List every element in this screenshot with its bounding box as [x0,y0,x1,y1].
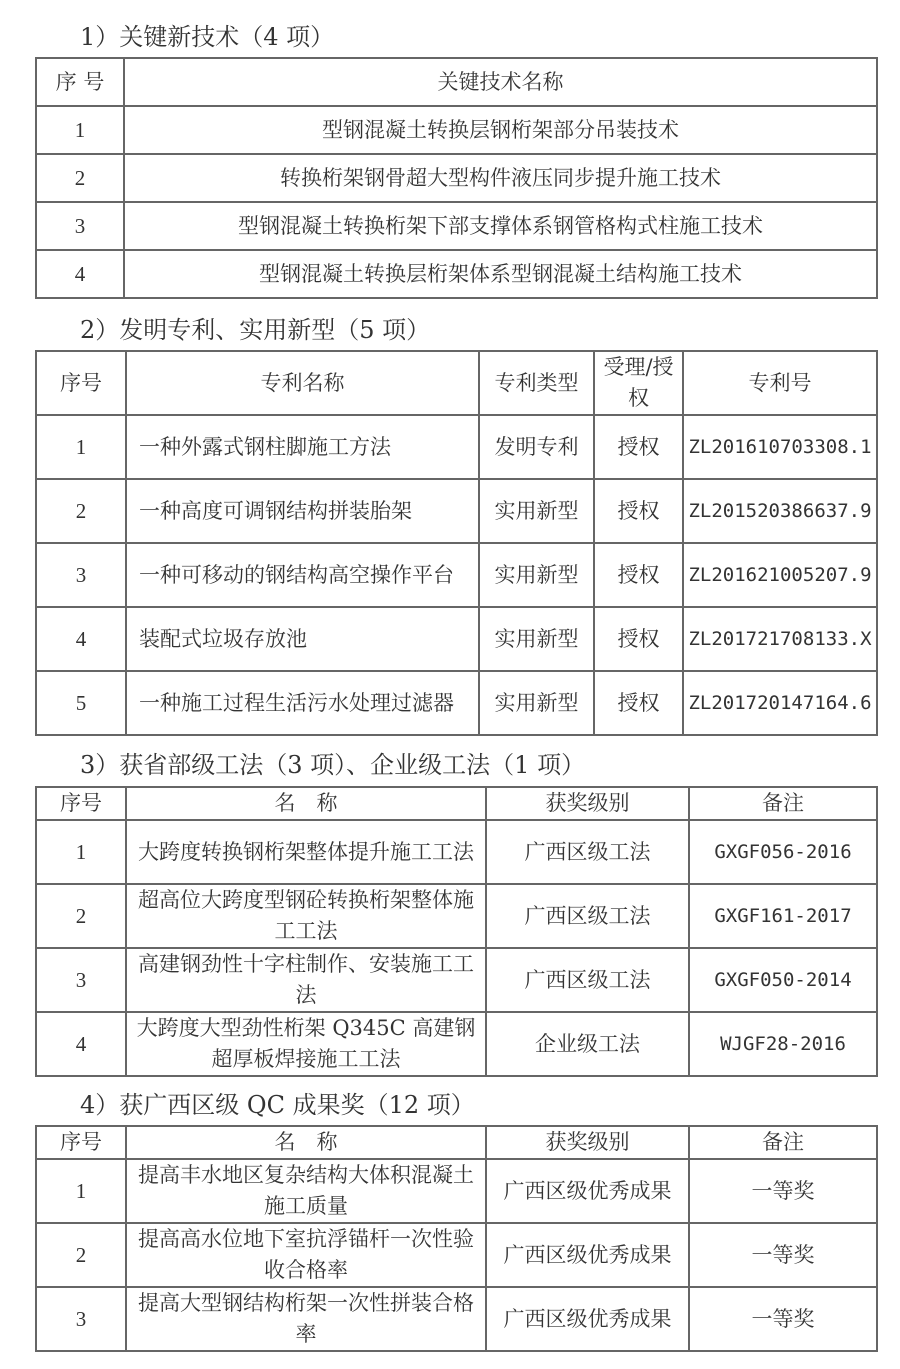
header-cell: 名 称 [126,1126,486,1159]
remark: GXGF050-2014 [689,948,877,1012]
technology-name: 型钢混凝土转换桁架下部支撑体系钢管格构式柱施工技术 [124,202,877,250]
award-level: 广西区级工法 [486,884,689,948]
row-number: 3 [36,202,124,250]
row-number: 1 [36,820,126,884]
method-name: 超高位大跨度型钢砼转换桁架整体施工工法 [126,884,486,948]
header-cell: 备注 [689,787,877,820]
patent-status: 授权 [594,543,683,607]
table-row [36,479,877,543]
row-number: 3 [36,543,126,607]
award-level: 广西区级优秀成果 [486,1287,689,1351]
row-number: 1 [36,106,124,154]
table-row [36,820,877,884]
remark: 一等奖 [689,1159,877,1223]
table-header-row [36,58,877,106]
patent-status: 授权 [594,479,683,543]
table-row [36,1159,877,1223]
section-title-patents: 2）发明专利、实用新型（5 项） [80,316,431,344]
method-name: 大跨度转换钢桁架整体提升施工工法 [126,820,486,884]
table-row [36,106,877,154]
qc-name: 提高丰水地区复杂结构大体积混凝土施工质量 [126,1159,486,1223]
header-cell: 专利名称 [126,351,479,415]
patent-name: 一种施工过程生活污水处理过滤器 [126,671,479,735]
patent-number: ZL201520386637.9 [683,479,877,543]
section-title-qc-awards: 4）获广西区级 QC 成果奖（12 项） [80,1091,475,1119]
row-number: 2 [36,884,126,948]
method-name: 大跨度大型劲性桁架 Q345C 高建钢超厚板焊接施工工法 [126,1012,486,1076]
table-header-row [36,787,877,820]
table-row [36,1287,877,1351]
technology-name: 转换桁架钢骨超大型构件液压同步提升施工技术 [124,154,877,202]
table-row [36,671,877,735]
header-cell: 备注 [689,1126,877,1159]
header-cell: 序号 [36,1126,126,1159]
row-number: 4 [36,607,126,671]
header-cell: 名 称 [126,787,486,820]
header-cell: 序 号 [36,58,124,106]
row-number: 2 [36,479,126,543]
table-row [36,1012,877,1076]
row-number: 4 [36,250,124,298]
row-number: 1 [36,1159,126,1223]
row-number: 2 [36,1223,126,1287]
patent-number: ZL201720147164.6 [683,671,877,735]
table-header-row [36,1126,877,1159]
remark: 一等奖 [689,1287,877,1351]
header-cell: 序号 [36,787,126,820]
patent-status: 授权 [594,607,683,671]
row-number: 5 [36,671,126,735]
row-number: 3 [36,948,126,1012]
award-level: 广西区级工法 [486,948,689,1012]
award-level: 广西区级优秀成果 [486,1223,689,1287]
patent-status: 授权 [594,671,683,735]
row-number: 4 [36,1012,126,1076]
award-level: 企业级工法 [486,1012,689,1076]
table-row [36,250,877,298]
remark: 一等奖 [689,1223,877,1287]
patent-number: ZL201721708133.X [683,607,877,671]
table-row [36,607,877,671]
header-cell: 获奖级别 [486,787,689,820]
header-cell: 获奖级别 [486,1126,689,1159]
patent-type: 发明专利 [479,415,594,479]
table-row [36,202,877,250]
patent-type: 实用新型 [479,671,594,735]
table-row [36,1223,877,1287]
table-row [36,415,877,479]
patent-type: 实用新型 [479,479,594,543]
table-row [36,948,877,1012]
remark: GXGF161-2017 [689,884,877,948]
technology-name: 型钢混凝土转换层桁架体系型钢混凝土结构施工技术 [124,250,877,298]
patent-number: ZL201621005207.9 [683,543,877,607]
row-number: 2 [36,154,124,202]
patent-name: 一种外露式钢柱脚施工方法 [126,415,479,479]
table-row [36,154,877,202]
patent-name: 一种可移动的钢结构高空操作平台 [126,543,479,607]
table-header-row [36,351,877,415]
table-row [36,543,877,607]
header-cell: 关键技术名称 [124,58,877,106]
qc-name: 提高高水位地下室抗浮锚杆一次性验收合格率 [126,1223,486,1287]
header-cell: 序号 [36,351,126,415]
patent-name: 装配式垃圾存放池 [126,607,479,671]
header-cell: 专利号 [683,351,877,415]
construction-methods-table [35,786,878,1077]
patents-table [35,350,878,736]
header-cell: 受理/授权 [594,351,683,415]
header-cell: 专利类型 [479,351,594,415]
table-row [36,884,877,948]
qc-awards-table [35,1125,878,1352]
method-name: 高建钢劲性十字柱制作、安装施工工法 [126,948,486,1012]
award-level: 广西区级优秀成果 [486,1159,689,1223]
section-title-construction-methods: 3）获省部级工法（3 项）、企业级工法（1 项） [80,751,586,779]
patent-name: 一种高度可调钢结构拼装胎架 [126,479,479,543]
patent-type: 实用新型 [479,543,594,607]
key-technologies-table [35,57,878,299]
award-level: 广西区级工法 [486,820,689,884]
technology-name: 型钢混凝土转换层钢桁架部分吊装技术 [124,106,877,154]
qc-name: 提高大型钢结构桁架一次性拼装合格率 [126,1287,486,1351]
patent-type: 实用新型 [479,607,594,671]
row-number: 3 [36,1287,126,1351]
patent-status: 授权 [594,415,683,479]
remark: WJGF28-2016 [689,1012,877,1076]
patent-number: ZL201610703308.1 [683,415,877,479]
section-title-key-technologies: 1）关键新技术（4 项） [80,23,335,51]
remark: GXGF056-2016 [689,820,877,884]
row-number: 1 [36,415,126,479]
